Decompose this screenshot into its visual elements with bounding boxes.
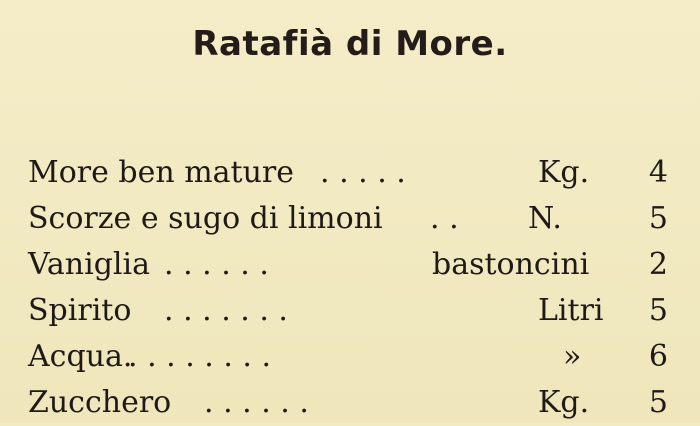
ingredient-quantity: 2 xyxy=(648,247,668,282)
ingredient-unit: Litri xyxy=(538,293,604,328)
leader-dots: . . . . . . xyxy=(164,247,269,282)
ingredient-quantity: 4 xyxy=(648,155,668,190)
ingredient-unit: Kg. xyxy=(538,155,590,190)
ingredient-unit: bastoncini xyxy=(432,247,590,282)
ingredient-row xyxy=(28,334,668,380)
ingredient-row xyxy=(28,288,668,334)
ingredient-row xyxy=(28,150,668,196)
ingredient-quantity: 6 xyxy=(648,339,668,374)
ingredient-name: Spirito xyxy=(28,293,132,328)
ingredient-row xyxy=(28,242,668,288)
ingredient-name: More ben mature xyxy=(28,155,295,190)
ingredient-unit: Kg. xyxy=(538,385,590,420)
ingredient-quantity: 5 xyxy=(648,201,668,236)
ingredient-name: Vaniglia xyxy=(28,247,150,282)
leader-dots: . . xyxy=(430,201,459,236)
ingredient-name: Acqua. xyxy=(28,339,133,374)
ingredient-quantity: 5 xyxy=(648,293,668,328)
ingredient-name: Scorze e sugo di limoni xyxy=(28,201,383,236)
leader-dots: . . . . . . . xyxy=(164,293,288,328)
leader-dots: . . . . . xyxy=(320,155,406,190)
ingredients-list xyxy=(28,150,668,426)
leader-dots: . . . . . . xyxy=(204,385,309,420)
leader-dots: . . . . . . . . xyxy=(128,339,272,374)
ingredient-unit: » xyxy=(563,339,582,374)
ingredient-row xyxy=(28,380,668,426)
ingredient-row xyxy=(28,196,668,242)
recipe-title: Ratafià di More. xyxy=(192,24,508,64)
ingredient-unit: N. xyxy=(528,201,562,236)
ingredient-name: Zucchero xyxy=(28,385,172,420)
ingredient-quantity: 5 xyxy=(648,385,668,420)
